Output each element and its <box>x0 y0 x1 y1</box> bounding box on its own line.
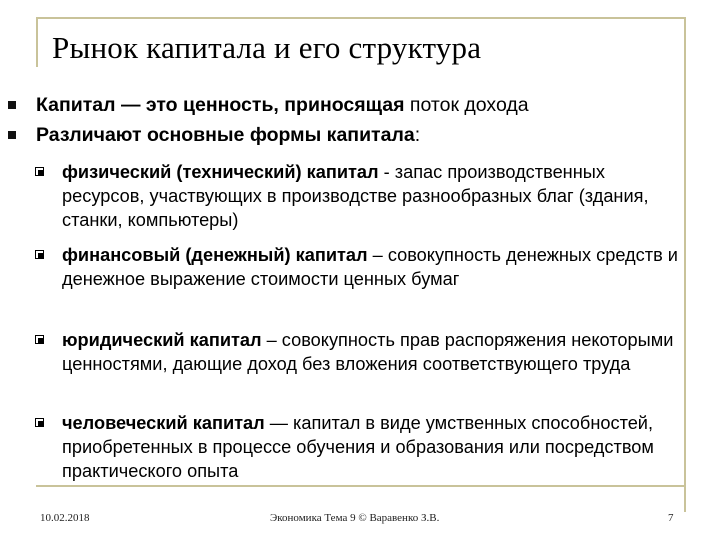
footer-course-info: Экономика Тема 9 © Варавенко З.В. <box>270 512 440 524</box>
checkbox-bullet-icon <box>35 167 44 176</box>
footer-page-number: 7 <box>668 512 674 524</box>
square-bullet-icon <box>8 101 16 109</box>
form-term: финансовый (денежный) капитал <box>62 245 368 265</box>
form-description: - запас производственных ресурсов, участвующих в производстве разнообразных благ (здания, станки, компьютеры) <box>62 162 649 231</box>
frame-bottom-line <box>36 485 684 487</box>
footer-date: 10.02.2018 <box>40 512 90 524</box>
frame-left-line <box>36 17 38 67</box>
square-bullet-icon <box>8 131 16 139</box>
bullet-item-capital-forms <box>36 123 420 147</box>
bullet-bold-text: Различают основные формы капитала <box>36 124 415 146</box>
checkbox-bullet-icon <box>35 418 44 427</box>
slide-title: Рынок капитала и его структура <box>52 30 482 65</box>
checkbox-bullet-icon <box>35 335 44 344</box>
bullet-text: поток дохода <box>404 94 529 116</box>
form-description: – совокупность прав распоряжения некоторыми ценностями, дающие доход без вложения соответствующего труда <box>62 330 674 375</box>
form-description: – совокупность денежных средств и денежное выражение стоимости ценных бумаг <box>62 245 678 290</box>
form-item-legal <box>62 328 692 376</box>
frame-top-line <box>36 17 684 19</box>
form-item-financial <box>62 243 692 291</box>
checkbox-bullet-icon <box>35 250 44 259</box>
bullet-bold-text: Капитал — это ценность, приносящая <box>36 94 405 116</box>
form-description: — капитал в виде умственных способностей, приобретенных в процессе обучения и образования или посредством практического опыта <box>62 413 654 482</box>
form-item-human <box>62 411 692 484</box>
form-term: человеческий капитал <box>62 413 265 433</box>
bullet-item-capital-definition <box>36 93 529 117</box>
form-term: юридический капитал <box>62 330 262 350</box>
bullet-text: : <box>414 124 421 146</box>
form-term: физический (технический) капитал <box>62 162 379 182</box>
form-item-physical <box>62 160 692 233</box>
